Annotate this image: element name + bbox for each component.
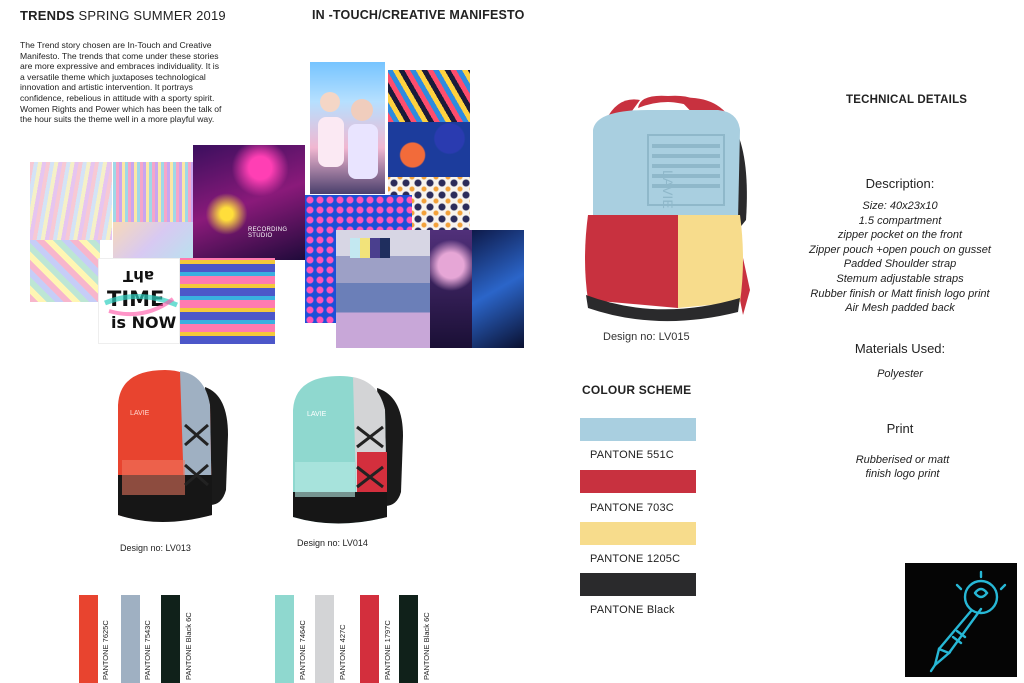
colour-scheme-swatch-2 — [580, 470, 696, 493]
moodboard-friends-photo — [310, 62, 385, 194]
description-item: Padded Shoulder strap — [843, 258, 957, 271]
time-text-top: ahT — [123, 267, 155, 285]
design-no-lv013: Design no: LV013 — [120, 543, 191, 553]
lv013-swatch-2 — [121, 595, 140, 683]
colour-scheme-swatch-4 — [580, 573, 696, 596]
colour-scheme-label-3: PANTONE 1205C — [590, 553, 681, 565]
lv014-swatch-2 — [315, 595, 334, 683]
lv013-swatch-3 — [161, 595, 180, 683]
print-heading: Print — [886, 421, 914, 436]
colour-scheme-label-2: PANTONE 703C — [590, 502, 674, 514]
moodboard-diagonal-stripes-image — [30, 240, 100, 302]
lv014-brand-print: LAVIE — [307, 411, 327, 418]
description-item: Air Mesh padded back — [845, 302, 955, 315]
colour-scheme-swatch-3 — [580, 522, 696, 545]
trends-title-season: SPRING SUMMER 2019 — [74, 8, 226, 23]
lv013-swatch-1 — [79, 595, 98, 683]
lv013-swatch-2-text: PANTONE 7543C — [143, 620, 152, 680]
colour-scheme-label-1: PANTONE 551C — [590, 449, 674, 461]
moodboard-pastel-image — [113, 222, 193, 260]
lv014-swatch-4 — [399, 595, 418, 683]
print-value-line-1: Rubberised or matt — [855, 454, 950, 466]
description-heading: Description: — [865, 176, 935, 191]
technical-details-title: TECHNICAL DETAILS — [846, 94, 968, 106]
trends-title-bold: TRENDS — [20, 8, 75, 23]
lv015-brand-print: LAVIE — [660, 170, 676, 209]
design-no-lv015: Design no: LV015 — [603, 331, 690, 343]
lightbulb-pen-icon — [905, 563, 1017, 677]
trend-story-paragraph: The Trend story chosen are In-Touch and Creative Manifesto. The trends that come under these stories are more expressive and embraces individuality. It is a versatile theme which juxtaposes technological innovation and artistic intervention. It portrays confidence, rebelious in attitude with a sporty spirit. Women Rights and Power which has been the talk of the hour suits the theme well in a more playful way. — [20, 40, 222, 125]
lv014-swatch-4-label — [420, 600, 434, 680]
lv014-swatch-2-text: PANTONE 427C — [338, 624, 347, 680]
lv014-swatch-3-text: PANTONE 1797C — [383, 620, 392, 680]
moodboard-stripes-image — [30, 162, 112, 240]
description-item: Zipper pouch +open pouch on gusset — [809, 243, 991, 256]
moodboard-waves-image — [113, 162, 193, 222]
backpack-lv014-illustration — [285, 372, 425, 537]
lv014-swatch-1 — [275, 595, 294, 683]
description-list — [770, 199, 1024, 316]
description-item: Rubber finish or Matt finish logo print — [810, 287, 990, 300]
materials-value: Polyester — [877, 368, 923, 380]
moodboard-leaf-pattern-image — [388, 122, 470, 177]
backpack-lv013-illustration — [100, 365, 240, 535]
moodboard-time-is-now-image — [98, 258, 180, 344]
time-text-bottom: is NOW — [111, 313, 177, 332]
time-text-main: TIME — [107, 287, 165, 311]
lv014-swatch-1-label — [296, 600, 310, 680]
designer-logo — [905, 563, 1017, 677]
friends-silhouette — [310, 62, 385, 194]
colour-scheme-title: COLOUR SCHEME — [582, 383, 692, 397]
moodboard-geometric-pattern-image — [180, 258, 275, 344]
design-no-lv014: Design no: LV014 — [297, 538, 368, 548]
mini-swatch-strip — [350, 238, 390, 258]
lv014-swatch-4-text: PANTONE Black 6C — [422, 612, 431, 680]
moodboard-geo-pattern-image — [388, 70, 470, 122]
lv013-swatch-1-label — [99, 600, 113, 680]
moodboard-colour-swatch-image — [336, 230, 432, 348]
neon-sign-text: RECORDING STUDIO — [248, 227, 288, 239]
lv014-swatch-3-label — [381, 600, 395, 680]
brush-stroke-decor — [99, 259, 180, 344]
lv013-swatch-3-label — [182, 600, 196, 680]
moodboard-concert-photo — [430, 230, 472, 348]
description-item: zipper pocket on the front — [837, 229, 963, 242]
colour-scheme-swatch-1 — [580, 418, 696, 441]
description-item: Stemum adjustable straps — [836, 272, 964, 285]
materials-heading: Materials Used: — [854, 341, 946, 356]
lv013-brand-print: LAVIE — [130, 410, 150, 417]
moodboard-neon-studio-image — [193, 145, 305, 260]
colour-scheme-label-4: PANTONE Black — [590, 604, 675, 616]
print-value-line-2: finish logo print — [865, 468, 940, 480]
description-item: Size: 40x23x10 — [862, 200, 938, 212]
lv013-swatch-1-text: PANTONE 7625C — [101, 620, 110, 680]
manifesto-title: IN -TOUCH/CREATIVE MANIFESTO — [312, 8, 525, 22]
print-value — [815, 453, 990, 481]
lv014-swatch-2-label — [336, 600, 350, 680]
moodboard-dark-abstract-image — [472, 230, 524, 348]
lv014-swatch-1-text: PANTONE 7464C — [298, 620, 307, 680]
backpack-lv015-illustration — [578, 90, 778, 325]
lv013-swatch-3-text: PANTONE Black 6C — [184, 612, 193, 680]
description-item: 1.5 compartment — [858, 214, 942, 227]
trends-title — [20, 8, 226, 23]
lv014-swatch-3 — [360, 595, 379, 683]
lv013-swatch-2-label — [141, 600, 155, 680]
